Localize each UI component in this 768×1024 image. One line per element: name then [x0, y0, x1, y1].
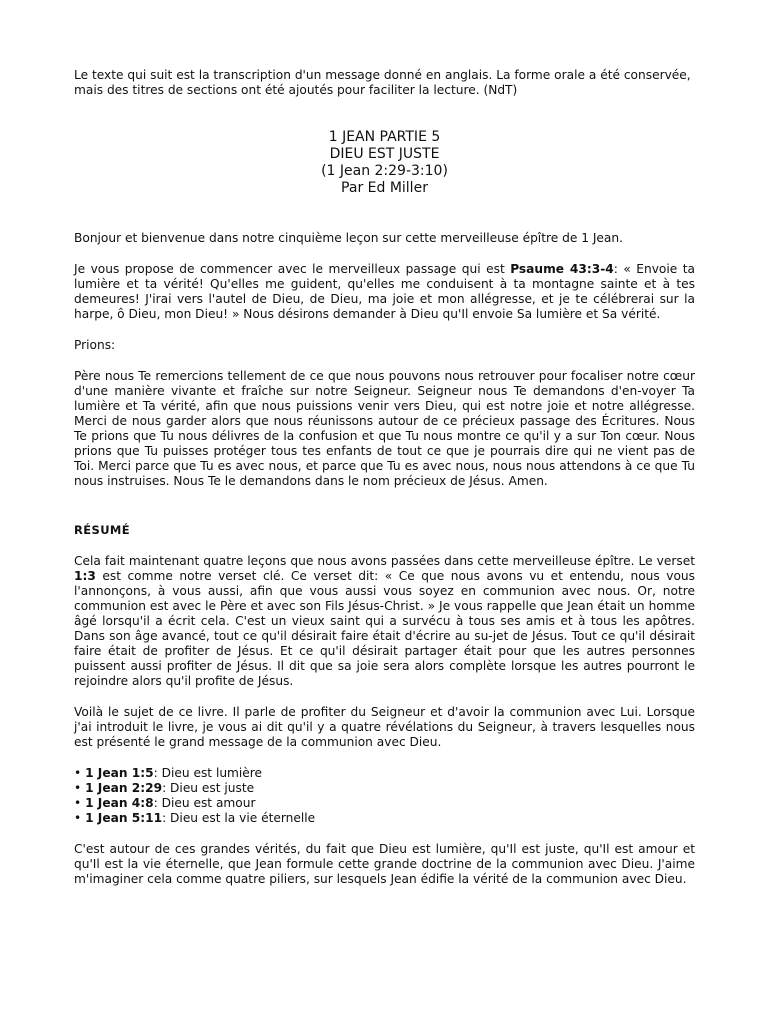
bullet-mark: • [74, 796, 82, 810]
title-line-1: 1 JEAN PARTIE 5 [328, 129, 441, 145]
revelations-list [74, 766, 695, 826]
list-item-reference: 1 Jean 2:29 [85, 781, 163, 795]
paragraph-welcome: Bonjour et bienvenue dans notre cinquième leçon sur cette merveilleuse épître de 1 Jean. [74, 231, 623, 245]
section-heading-resume: RÉSUMÉ [74, 523, 131, 537]
list-item [74, 811, 695, 826]
paragraph-prayer: Père nous Te remercions tellement de ce que nous pouvons nous retrouver pour focaliser notre cœur d'une manière vivante et fraîche sur notre Seigneur. Seigneur nous Te demandons d'en-voyer Ta lumière et Ta vérité, afin que nous puissions venir vers Dieu, qui est notre joie et notre allégresse. Merci de nous garder alors que nous réunissons autour de ce précieux passage des Écritures. Nous Te prions que Tu nous délivres de la confusion et que Tu nous montre ce qu'il y a sur Ton cœur. Nous prions que Tu puisses protéger tous tes enfants de tout ce que je pourrais dire qui ne vient pas de Toi. Merci parce que Tu es avec nous, et parce que Tu es avec nous, nous nous attendons à ce que Tu nous instruises. Nous Te le demandons dans le nom précieux de Jésus. Amen. [74, 369, 695, 488]
psalm-reference: Psaume 43:3-4 [510, 262, 614, 276]
title-author: Par Ed Miller [341, 180, 428, 196]
psalm-text-after: : « Envoie ta lumière et ta vérité! Qu'elles me guident, qu'elles me conduisent à ta montagne sainte et à tes demeures! J'irai vers l'autel de Dieu, de Dieu, ma joie et mon allégresse, et je te célébrerai sur la harpe, ô Dieu, mon Dieu! » Nous désirons demander à Dieu qu'Il envoie Sa lumière et Sa vérité. [74, 262, 695, 321]
bullet-mark: • [74, 781, 82, 795]
list-item-text: : Dieu est lumière [153, 766, 263, 780]
document-page [74, 68, 695, 887]
paragraph-resume [74, 554, 695, 689]
list-item-text: : Dieu est la vie éternelle [162, 811, 316, 825]
document-title [74, 129, 695, 197]
list-item-reference: 1 Jean 4:8 [85, 796, 154, 810]
psalm-text-before: Je vous propose de commencer avec le merveilleux passage qui est [74, 262, 511, 276]
list-item-text: : Dieu est amour [153, 796, 256, 810]
resume-reference: 1:3 [74, 569, 96, 583]
list-item [74, 796, 695, 811]
list-item-text: : Dieu est juste [162, 781, 255, 795]
list-item-reference: 1 Jean 1:5 [85, 766, 154, 780]
paragraph-sujet: Voilà le sujet de ce livre. Il parle de profiter du Seigneur et d'avoir la communion avec Lui. Lorsque j'ai introduit le livre, je vous ai dit qu'il y a quatre révélations du Seigneur, à travers lesquelles nous est présenté le grand message de la communion avec Dieu. [74, 705, 695, 749]
title-reference: (1 Jean 2:29-3:10) [321, 163, 448, 179]
list-item-reference: 1 Jean 5:11 [85, 811, 163, 825]
paragraph-psalm [74, 262, 695, 322]
list-item [74, 781, 695, 796]
bullet-mark: • [74, 766, 82, 780]
list-item [74, 766, 695, 781]
resume-text-before: Cela fait maintenant quatre leçons que nous avons passées dans cette merveilleuse épître. Le verset [74, 554, 695, 568]
paragraph-piliers: C'est autour de ces grandes vérités, du fait que Dieu est lumière, qu'Il est juste, qu'Il est amour et qu'Il est la vie éternelle, que Jean formule cette grande doctrine de la communion avec Dieu. J'aime m'imaginer cela comme quatre piliers, sur lesquels Jean édifie la vérité de la communion avec Dieu. [74, 842, 695, 886]
resume-text-after: est comme notre verset clé. Ce verset dit: « Ce que nous avons vu et entendu, nous vous l'annonçons, à vous aussi, afin que vous aussi vous soyez en communion avec nous. Or, notre communion est avec le Père et avec son Fils Jésus-Christ. » Je vous rappelle que Jean était un homme âgé lorsqu'il a écrit cela. C'est un vieux saint qui a survécu à tous ses amis et à tous les apôtres. Dans son âge avancé, tout ce qu'il désirait faire était d'écrire au su-jet de Jésus. Tout ce qu'il désirait faire était de profiter de Jésus. Et ce qu'il désirait partager était pour que les autres personnes puissent aussi profiter de Jésus. Il dit que sa joie sera alors complète lorsque les autres pourront le rejoindre alors qu'il profite de Jésus. [74, 569, 695, 688]
title-line-2: DIEU EST JUSTE [329, 146, 440, 162]
bullet-mark: • [74, 811, 82, 825]
paragraph-prions: Prions: [74, 338, 116, 352]
translator-note: Le texte qui suit est la transcription d'un message donné en anglais. La forme orale a été conservée, mais des titres de sections ont été ajoutés pour faciliter la lecture. (NdT) [74, 68, 691, 97]
